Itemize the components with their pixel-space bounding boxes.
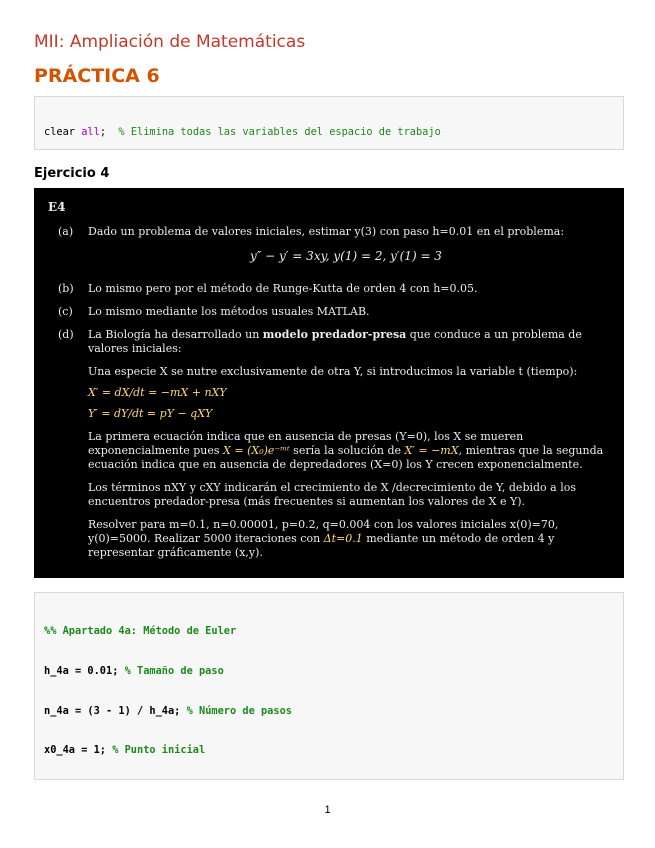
code-line: h_4a = 0.01; % Tamaño de paso	[44, 665, 224, 678]
code-line: x0_4a = 1; % Punto inicial	[44, 744, 206, 757]
equation-y: Y′ = dY/dt = pY − qXY	[88, 407, 213, 420]
exercise-item-d: (d) La Biología ha desarrollado un modelo predador-presa que conduce a un problema de valores iniciales: Una especie X se nutre exclusivamente de otra Y, si introducimos la variable t (tiempo): X′ = dX/dt = −mX + nXY Y′ = dY/dt = pY − qXY La primera ecuación indica que en ausencia de presas (Y=0), los X se mueren exponencialmente pues X = (X₀)e⁻ᵐᵗ sería la solución de X′ = −mX, mientras que la segunda ecuación indica que en ausencia de depredadores (X=0) los Y crecen exponencialmente. Los términos nXY y cXY indicarán el crecimiento de X /decrecimiento de Y, debido a los encuentros predador-presa (más frecuentes si aumentan los valores de X e Y). Resolver para m=0.1, n=0.00001, p=0.2, q=0.004 con los valores iniciales x(0)=70, y(0)=5000. Realizar 5000 iteraciones con Δt=0.1 mediante un método de orden 4 y representar gráficamente (x,y).	[58, 328, 604, 559]
euler-code-block	[34, 592, 624, 780]
exercise-label: E4	[48, 200, 66, 214]
code-section-header: %% Apartado 4a: Método de Euler	[44, 625, 237, 638]
setup-code-block	[34, 96, 624, 150]
section-title: Ejercicio 4	[34, 166, 110, 181]
exercise-item-a: (a) Dado un problema de valores iniciales, estimar y(3) con paso h=0.01 en el problema: y″ − y′ = 3xy, y(1) = 2, y′(1) = 3	[48, 225, 604, 273]
exercise-statement-image	[34, 188, 624, 578]
document-title: MII: Ampliación de Matemáticas	[34, 32, 306, 52]
page-number: 1	[324, 804, 331, 816]
practica-heading: PRÁCTICA 6	[34, 65, 160, 87]
code-line: n_4a = (3 - 1) / h_4a; % Número de pasos	[44, 704, 292, 717]
code-line-clear: clear all; % Elimina todas las variables del espacio de trabajo	[44, 126, 441, 139]
equation-x: X′ = dX/dt = −mX + nXY	[88, 386, 227, 399]
exercise-item-c: (c) Lo mismo mediante los métodos usuales MATLAB.	[58, 305, 370, 318]
ode-formula: y″ − y′ = 3xy, y(1) = 2, y′(1) = 3	[250, 249, 442, 263]
exercise-item-b: (b) Lo mismo pero por el método de Runge-Kutta de orden 4 con h=0.05.	[58, 282, 478, 295]
